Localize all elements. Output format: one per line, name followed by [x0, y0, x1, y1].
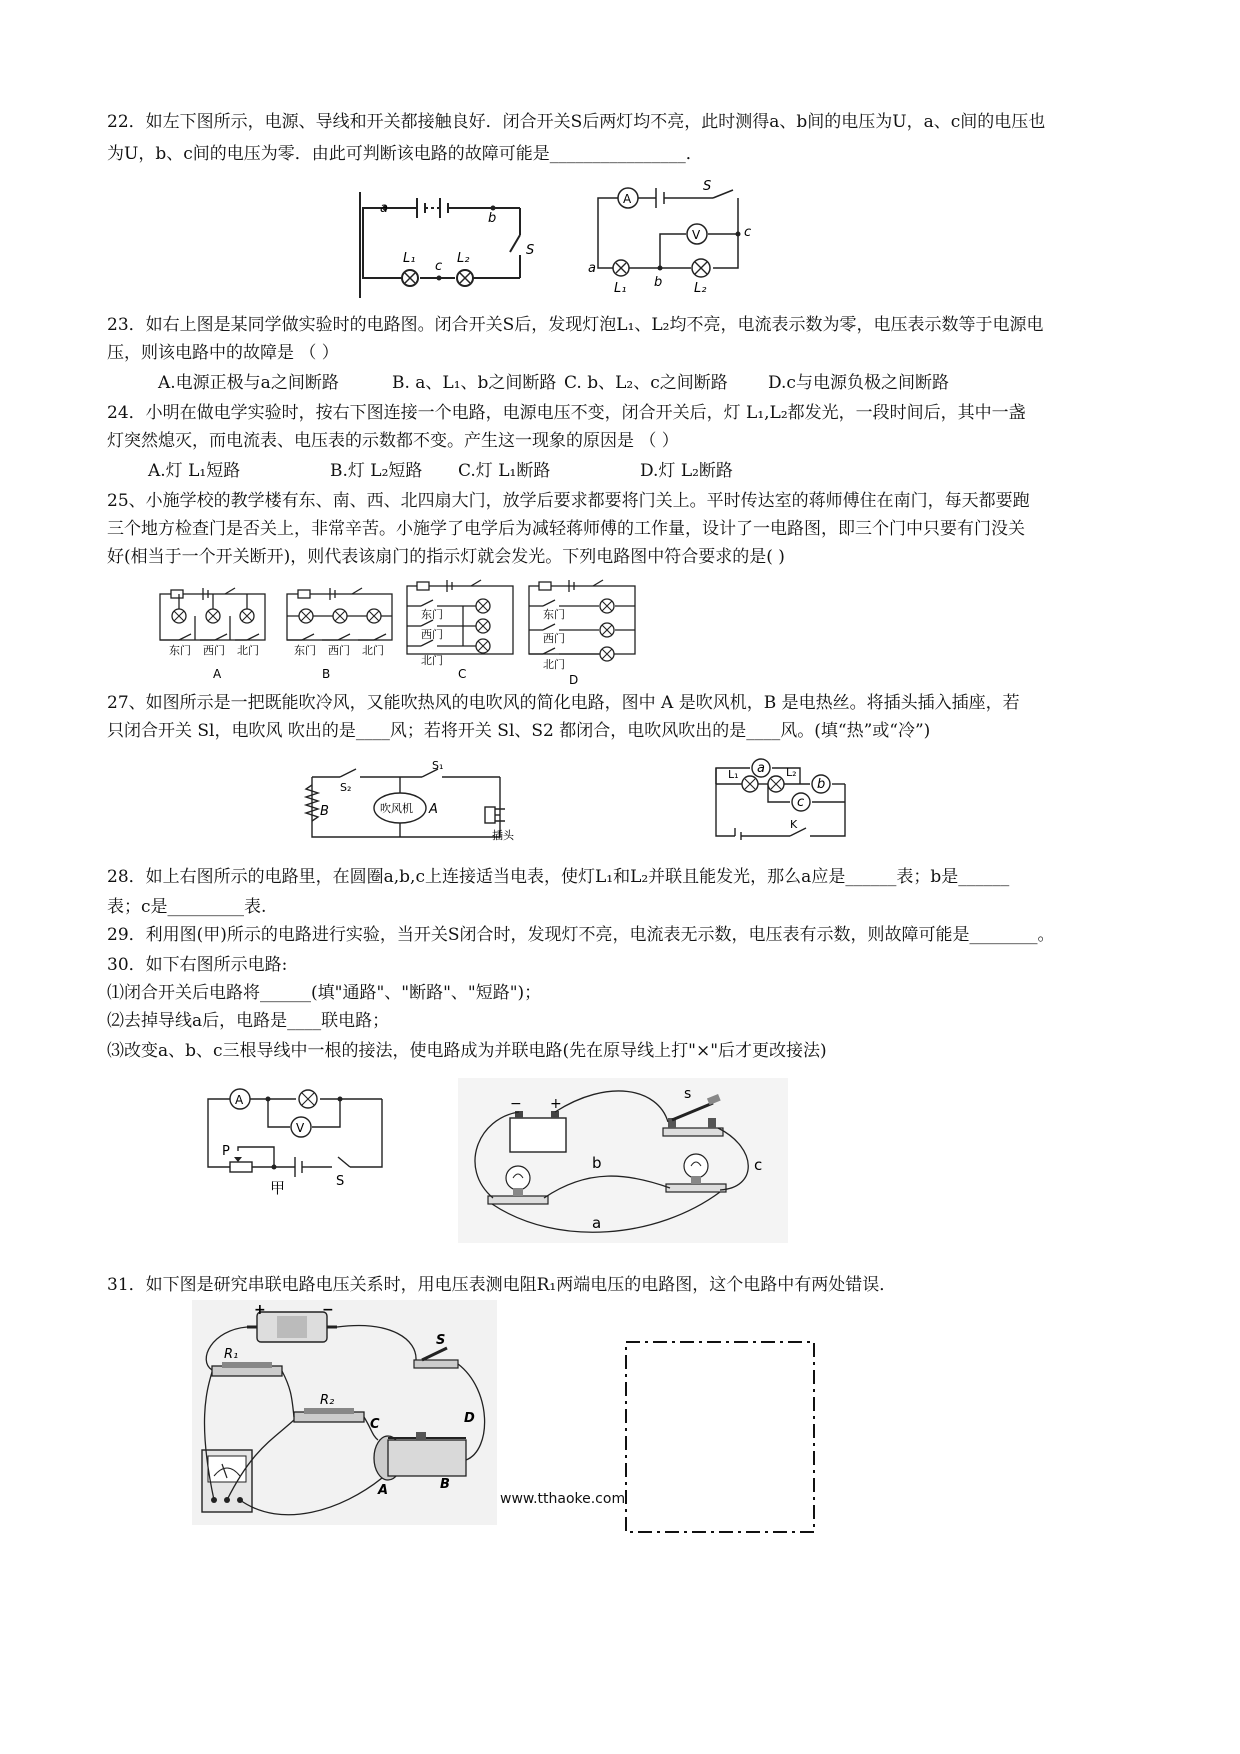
label-north-gate: 北门 — [237, 644, 259, 657]
meter-a-icon — [752, 759, 770, 777]
q23-option-c: C. b、L₂、c之间断路 — [564, 373, 728, 393]
option-label-b: B — [322, 667, 331, 681]
switch-label-k: K — [790, 818, 798, 831]
switch-label-s2: S₂ — [340, 781, 352, 794]
q22-circuit-diagram — [355, 190, 540, 300]
ammeter-icon — [230, 1089, 250, 1109]
bulb-icon — [476, 599, 490, 613]
q24-text-line1: 24．小明在做电学实验时，按右下图连接一个电路，电源电压不变，闭合开关后，灯 L₁,L₂都发光，一段时间后，其中一盏 — [107, 403, 1026, 423]
label-west-gate: 西门 — [543, 632, 565, 645]
slider-label-p: P — [222, 1144, 230, 1159]
q25-text-line1: 25、小施学校的教学楼有东、南、西、北四扇大门，放学后要求都要将门关上。平时传达室的蒋师傅住在南门，每天都要跑 — [107, 491, 1030, 511]
bulb-icon — [299, 1090, 317, 1108]
q25-text-line2: 三个地方检查门是否关上，非常辛苦。小施学了电学后为减轻蒋师傅的工作量，设计了一电路图，即三个门中只要有门没关 — [107, 519, 1025, 539]
bulb-icon — [206, 609, 220, 623]
switch-label: S — [526, 243, 535, 258]
resistor-r2-icon — [294, 1408, 364, 1422]
label-east-gate: 东门 — [294, 644, 316, 657]
bulb-icon — [367, 609, 381, 623]
q24-option-a: A.灯 L₁短路 — [148, 461, 241, 481]
option-label-a: A — [213, 667, 222, 681]
q30-text-line4: ⑶改变a、b、c三根导线中一根的接法，使电路成为并联电路(先在原导线上打"×"后才更改接法) — [107, 1041, 827, 1061]
bulb-icon — [333, 609, 347, 623]
resistor-label-r1: R₁ — [224, 1347, 239, 1362]
q23-option-d: D.c与电源负极之间断路 — [768, 373, 949, 393]
q24-text-line2: 灯突然熄灭，而电流表、电压表的示数都不变。产生这一现象的原因是 （ ） — [107, 431, 679, 451]
q22-text-line2: 为U，b、c间的电压为零．由此可判断该电路的故障可能是________________． — [107, 144, 703, 164]
label-north-gate: 北门 — [362, 644, 384, 657]
q25-option-d-diagram — [525, 576, 643, 686]
switch-label-s: S — [436, 1333, 446, 1348]
blower-letter-a: A — [429, 802, 438, 817]
bulb-icon — [613, 260, 629, 276]
point-label-b: b — [654, 275, 663, 290]
q29-text-line1: 29．利用图(甲)所示的电路进行实验，当开关S闭合时，发现灯不亮，电流表无示数，电压表有示数，则故障可能是________。 — [107, 925, 1055, 945]
lamp-label-l1: L₁ — [403, 251, 416, 266]
voltmeter-icon — [687, 224, 707, 244]
q28-text-line1: 28．如上右图所示的电路里，在圆圈a,b,c上连接适当电表，使灯L₁和L₂并联且能发光，那么a应是______表；b是______ — [107, 867, 1010, 887]
bulb-icon — [172, 609, 186, 623]
q22-text-line1: 22．如左下图所示，电源、导线和开关都接触良好．闭合开关S后两灯均不亮，此时测得a、b间的电压为U，a、c间的电压也 — [107, 112, 1046, 132]
q23-option-b: B. a、L₁、b之间断路 — [392, 373, 557, 393]
label-north-gate: 北门 — [421, 654, 443, 667]
bulb-icon — [742, 776, 758, 792]
battery-minus-label: − — [510, 1096, 522, 1112]
q28-circuit-diagram — [710, 748, 855, 843]
terminal-label-b: B — [440, 1477, 450, 1492]
bulb-icon — [692, 259, 710, 277]
svg-text:V: V — [296, 1121, 305, 1135]
svg-text:a: a — [757, 761, 765, 776]
svg-text:c: c — [797, 795, 805, 810]
point-label-c: c — [744, 225, 752, 240]
lamp-label-l1: L₁ — [614, 281, 627, 296]
resistor-label-r2: R₂ — [320, 1393, 335, 1408]
bulb-icon — [600, 599, 614, 613]
bulb-icon — [768, 776, 784, 792]
lamp-label-l1: L₁ — [728, 768, 739, 781]
q25-option-a-diagram — [155, 580, 275, 680]
switch-label-s1: S₁ — [432, 759, 444, 772]
q31-text-line1: 31．如下图是研究串联电路电压关系时，用电压表测电阻R₁两端电压的电路图，这个电路中有两处错误． — [107, 1275, 897, 1295]
voltmeter-icon — [291, 1117, 311, 1137]
switch-label: S — [703, 179, 712, 194]
battery-plus-label: + — [254, 1302, 266, 1318]
label-west-gate: 西门 — [421, 628, 443, 641]
q25-option-b-diagram — [282, 580, 400, 680]
ammeter-icon — [618, 188, 638, 208]
svg-text:b: b — [817, 777, 826, 792]
terminal-label-d: D — [464, 1411, 475, 1426]
bulb-icon — [457, 270, 473, 286]
q30-text-line3: ⑵去掉导线a后，电路是____联电路； — [107, 1011, 390, 1031]
q31-physical-circuit — [192, 1300, 497, 1525]
blower-label: 吹风机 — [380, 802, 413, 815]
battery-plus-label: + — [550, 1096, 562, 1112]
answer-drawing-box — [622, 1338, 818, 1538]
terminal-label-c: C — [370, 1417, 380, 1432]
q27-text-line1: 27、如图所示是一把既能吹冷风，又能吹热风的电吹风的简化电路，图中 A 是吹风机，B 是电热丝。将插头插入插座，若 — [107, 693, 1020, 713]
svg-text:A: A — [623, 192, 632, 206]
switch-label-s: s — [684, 1086, 692, 1102]
wire-label-c: c — [754, 1156, 763, 1174]
q24-option-c: C.灯 L₁断路 — [458, 461, 551, 481]
wire-label-b: b — [592, 1154, 602, 1172]
bulb-icon — [476, 639, 490, 653]
q25-option-c-diagram — [403, 576, 521, 680]
q23-text-line1: 23．如右上图是某同学做实验时的电路图。闭合开关S后，发现灯泡L₁、L₂均不亮，电流表示数为零，电压表示数等于电源电 — [107, 315, 1044, 335]
meter-c-icon — [792, 793, 810, 811]
label-north-gate: 北门 — [543, 658, 565, 671]
q25-text-line3: 好(相当于一个开关断开)，则代表该扇门的指示灯就会发光。下列电路图中符合要求的是( ) — [107, 547, 785, 567]
bulb-icon — [600, 623, 614, 637]
option-label-c: C — [458, 667, 467, 681]
plug-label: 插头 — [492, 829, 514, 842]
bulb-icon — [600, 647, 614, 661]
q30-figure-jia — [200, 1085, 390, 1195]
label-east-gate: 东门 — [421, 608, 443, 621]
figure-caption-jia: 甲 — [270, 1179, 286, 1197]
point-label-a: a — [380, 201, 388, 216]
bulb-icon — [299, 609, 313, 623]
point-label-a: a — [588, 261, 596, 276]
label-west-gate: 西门 — [328, 644, 350, 657]
q24-option-d: D.灯 L₂断路 — [640, 461, 733, 481]
switch-label-s: S — [336, 1174, 345, 1189]
lamp-label-l2: L₂ — [786, 766, 797, 779]
q23-text-line2: 压，则该电路中的故障是 （ ） — [107, 343, 339, 363]
point-label-c: c — [435, 259, 443, 274]
q24-option-b: B.灯 L₂短路 — [330, 461, 423, 481]
battery-minus-label: − — [322, 1302, 334, 1318]
point-label-b: b — [488, 211, 497, 226]
q27-hairdryer-circuit — [300, 755, 545, 850]
heater-letter-b: B — [320, 804, 329, 819]
bulb-icon — [476, 619, 490, 633]
meter-b-icon — [812, 775, 830, 793]
option-label-d: D — [569, 673, 579, 687]
label-east-gate: 东门 — [169, 644, 191, 657]
resistor-r1-icon — [212, 1362, 282, 1376]
lamp-label-l2: L₂ — [457, 251, 470, 266]
q30-physical-circuit — [458, 1078, 788, 1243]
svg-text:A: A — [235, 1093, 244, 1107]
wire-label-a: a — [592, 1214, 602, 1232]
svg-text:V: V — [692, 228, 701, 242]
q28-text-line2: 表；c是_________表. — [107, 897, 267, 917]
terminal-label-a: A — [378, 1483, 389, 1498]
q30-text-line1: 30．如下右图所示电路: — [107, 955, 288, 975]
q23-option-a: A.电源正极与a之间断路 — [158, 373, 339, 393]
lamp-label-l2: L₂ — [694, 281, 707, 296]
q23-circuit-diagram — [588, 178, 763, 298]
watermark-url: www.tthaoke.com — [500, 1491, 626, 1507]
bulb-icon — [402, 270, 418, 286]
label-west-gate: 西门 — [203, 644, 225, 657]
bulb-icon — [240, 609, 254, 623]
label-east-gate: 东门 — [543, 608, 565, 621]
q27-text-line2: 只闭合开关 Sl，电吹风 吹出的是____风；若将开关 Sl、S2 都闭合，电吹风吹出的是____风。(填“热”或“冷”) — [107, 721, 931, 741]
q30-text-line2: ⑴闭合开关后电路将______(填"通路"、"断路"、"短路")； — [107, 983, 542, 1003]
